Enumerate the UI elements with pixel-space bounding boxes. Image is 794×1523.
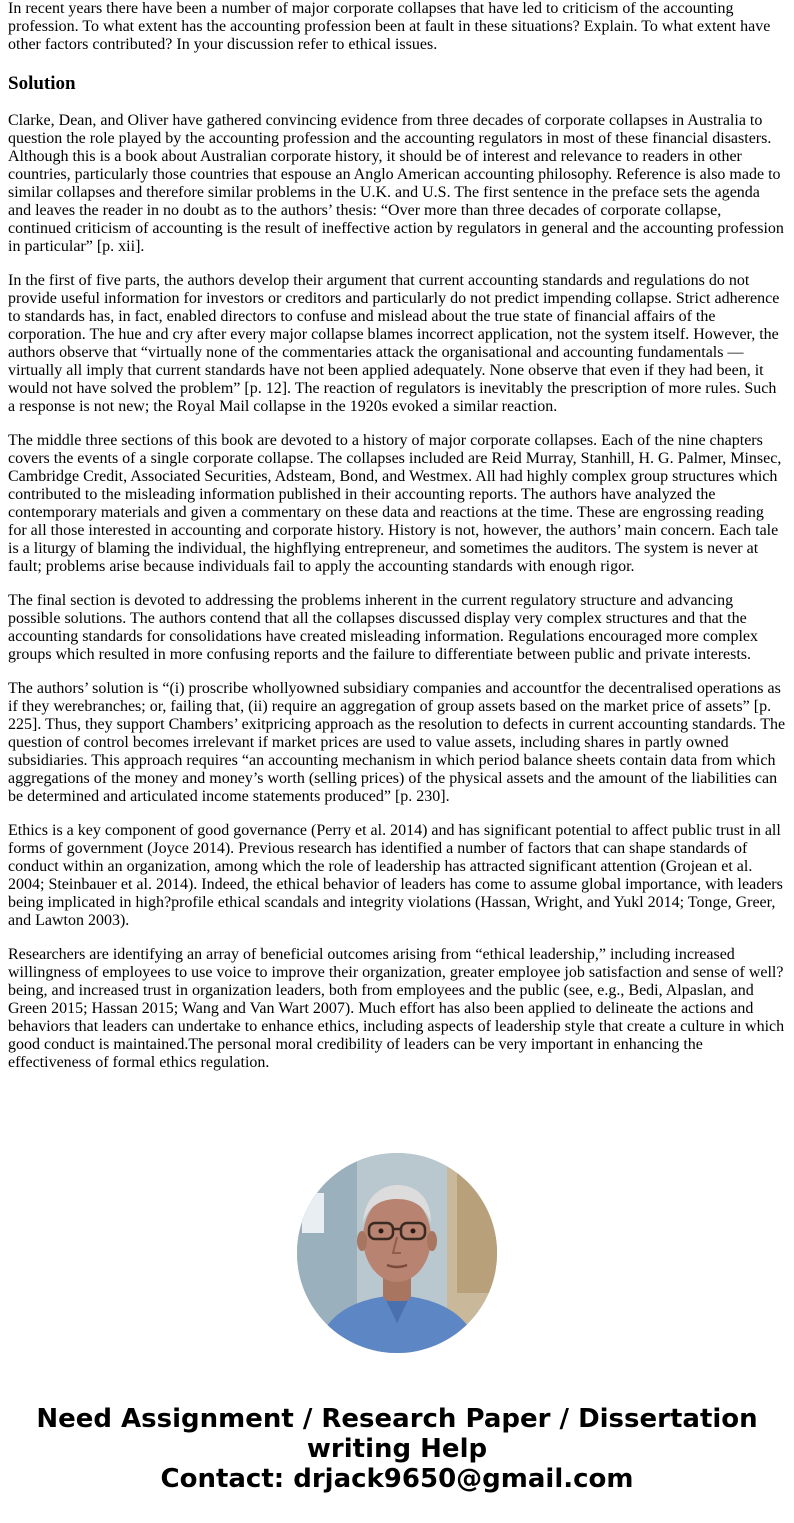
article — [8, 0, 786, 1088]
question-text: In recent years there have been a number of major corporate collapses that have led to criticism of the accounting profession. To what extent has the accounting profession been at fault in these situations? Explain. To what extent have other factors contributed? In your discussion refer to ethical issues. — [8, 0, 771, 53]
solution-paragraph-5: The authors’ solution is “(i) proscribe whollyowned subsidiary companies and accountfor the decentralised operations as if they werebranches; or, failing that, (ii) require an aggregation of group assets based on the market price of assets” [p. 225]. Thus, they support Chambers’ exitpricing approach as the resolution to defects in current accounting standards. The question of control becomes irrelevant if market prices are used to value assets, including shares in partly owned subsidiaries. This approach requires “an accounting mechanism in which period balance sheets contain data from which aggregations of the money and money’s worth (selling prices) of the physical assets and the amount of the liabilities can be determined and articulated income statements produced” [p. 230]. — [8, 680, 786, 805]
solution-paragraph-6: Ethics is a key component of good governance (Perry et al. 2014) and has significant potential to affect public trust in all forms of government (Joyce 2014). Previous research has identified a number of factors that can shape standards of conduct within an organization, among which the role of leadership has attracted significant attention (Grojean et al. 2004; Steinbauer et al. 2014). Indeed, the ethical behavior of leaders has come to assume global importance, with leaders being implicated in high?profile ethical scandals and integrity violations (Hassan, Wright, and Yukl 2014; Tonge, Greer, and Lawton 2003). — [8, 822, 783, 929]
solution-paragraph-7: Researchers are identifying an array of beneficial outcomes arising from “ethical leadership,” including increased willingness of employees to use voice to improve their organization, greater employee job satisfaction and sense of well?being, and increased trust in organization leaders, both from employees and the public (see, e.g., Bedi, Alpaslan, and Green 2015; Hassan 2015; Wang and Van Wart 2007). Much effort has also been applied to delineate the actions and behaviors that leaders can undertake to enhance ethics, including aspects of leadership style that create a culture in which good conduct is maintained.The personal moral credibility of leaders can be very important in enhancing the effectiveness of formal ethics regulation. — [8, 946, 785, 1071]
contact-email: Contact: drjack9650@gmail.com — [160, 1464, 634, 1494]
author-avatar — [297, 1153, 497, 1353]
help-banner — [0, 1404, 794, 1494]
solution-paragraph-3: The middle three sections of this book are devoted to a history of major corporate collapses. Each of the nine chapters covers the events of a single corporate collapse. The collapses included are Reid Murray, Stanhill, H. G. Palmer, Minsec, Cambridge Credit, Associated Securities, Adsteam, Bond, and Westmex. All had highly complex group structures which contributed to the misleading information published in their accounting reports. The authors have analyzed the contemporary materials and given a commentary on these data and reactions at the time. These are engrossing reading for all those interested in accounting and corporate history. History is not, however, the authors’ main concern. Each tale is a liturgy of blaming the individual, the highflying entrepreneur, and sometimes the auditors. The system is never at fault; problems arise because individuals fail to apply the accounting standards with enough rigor. — [8, 432, 782, 575]
solution-paragraph-2: In the first of five parts, the authors develop their argument that current accounting standards and regulations do not provide useful information for investors or creditors and particularly do not predict impending collapse. Strict adherence to standards has, in fact, enabled directors to confuse and mislead about the true state of financial affairs of the corporation. The hue and cry after every major collapse blames incorrect application, not the system itself. However, the authors observe that “virtually none of the commentaries attack the organisational and accounting fundamentals — virtually all imply that current standards have not been applied adequately. None observe that even if they had been, it would not have solved the problem” [p. 12]. The reaction of regulators is inevitably the prescription of more rules. Such a response is not new; the Royal Mail collapse in the 1920s evoked a similar reaction. — [8, 272, 780, 415]
solution-heading: Solution — [8, 73, 76, 94]
solution-paragraph-1: Clarke, Dean, and Oliver have gathered convincing evidence from three decades of corporate collapses in Australia to question the role played by the accounting profession and the accounting regulators in most of these financial disasters. Although this is a book about Australian corporate history, it should be of interest and relevance to readers in other countries, particularly those countries that espouse an Anglo American accounting philosophy. Reference is also made to similar collapses and therefore similar problems in the U.K. and U.S. The first sentence in the preface sets the agenda and leaves the reader in no doubt as to the authors’ thesis: “Over more than three decades of corporate collapse, continued criticism of accounting is the result of ineffective action by regulators in general and the accounting profession in particular” [p. xii]. — [8, 112, 784, 255]
solution-paragraph-4: The final section is devoted to addressing the problems inherent in the current regulatory structure and advancing possible solutions. The authors contend that all the collapses discussed display very complex structures and that the accounting standards for consolidations have created misleading information. Regulations encouraged more complex groups which resulted in more confusing reports and the failure to differentiate between public and private interests. — [8, 592, 758, 663]
help-banner-title: Need Assignment / Research Paper / Dissertation writing Help — [36, 1404, 758, 1464]
author-portrait-image — [297, 1153, 497, 1353]
